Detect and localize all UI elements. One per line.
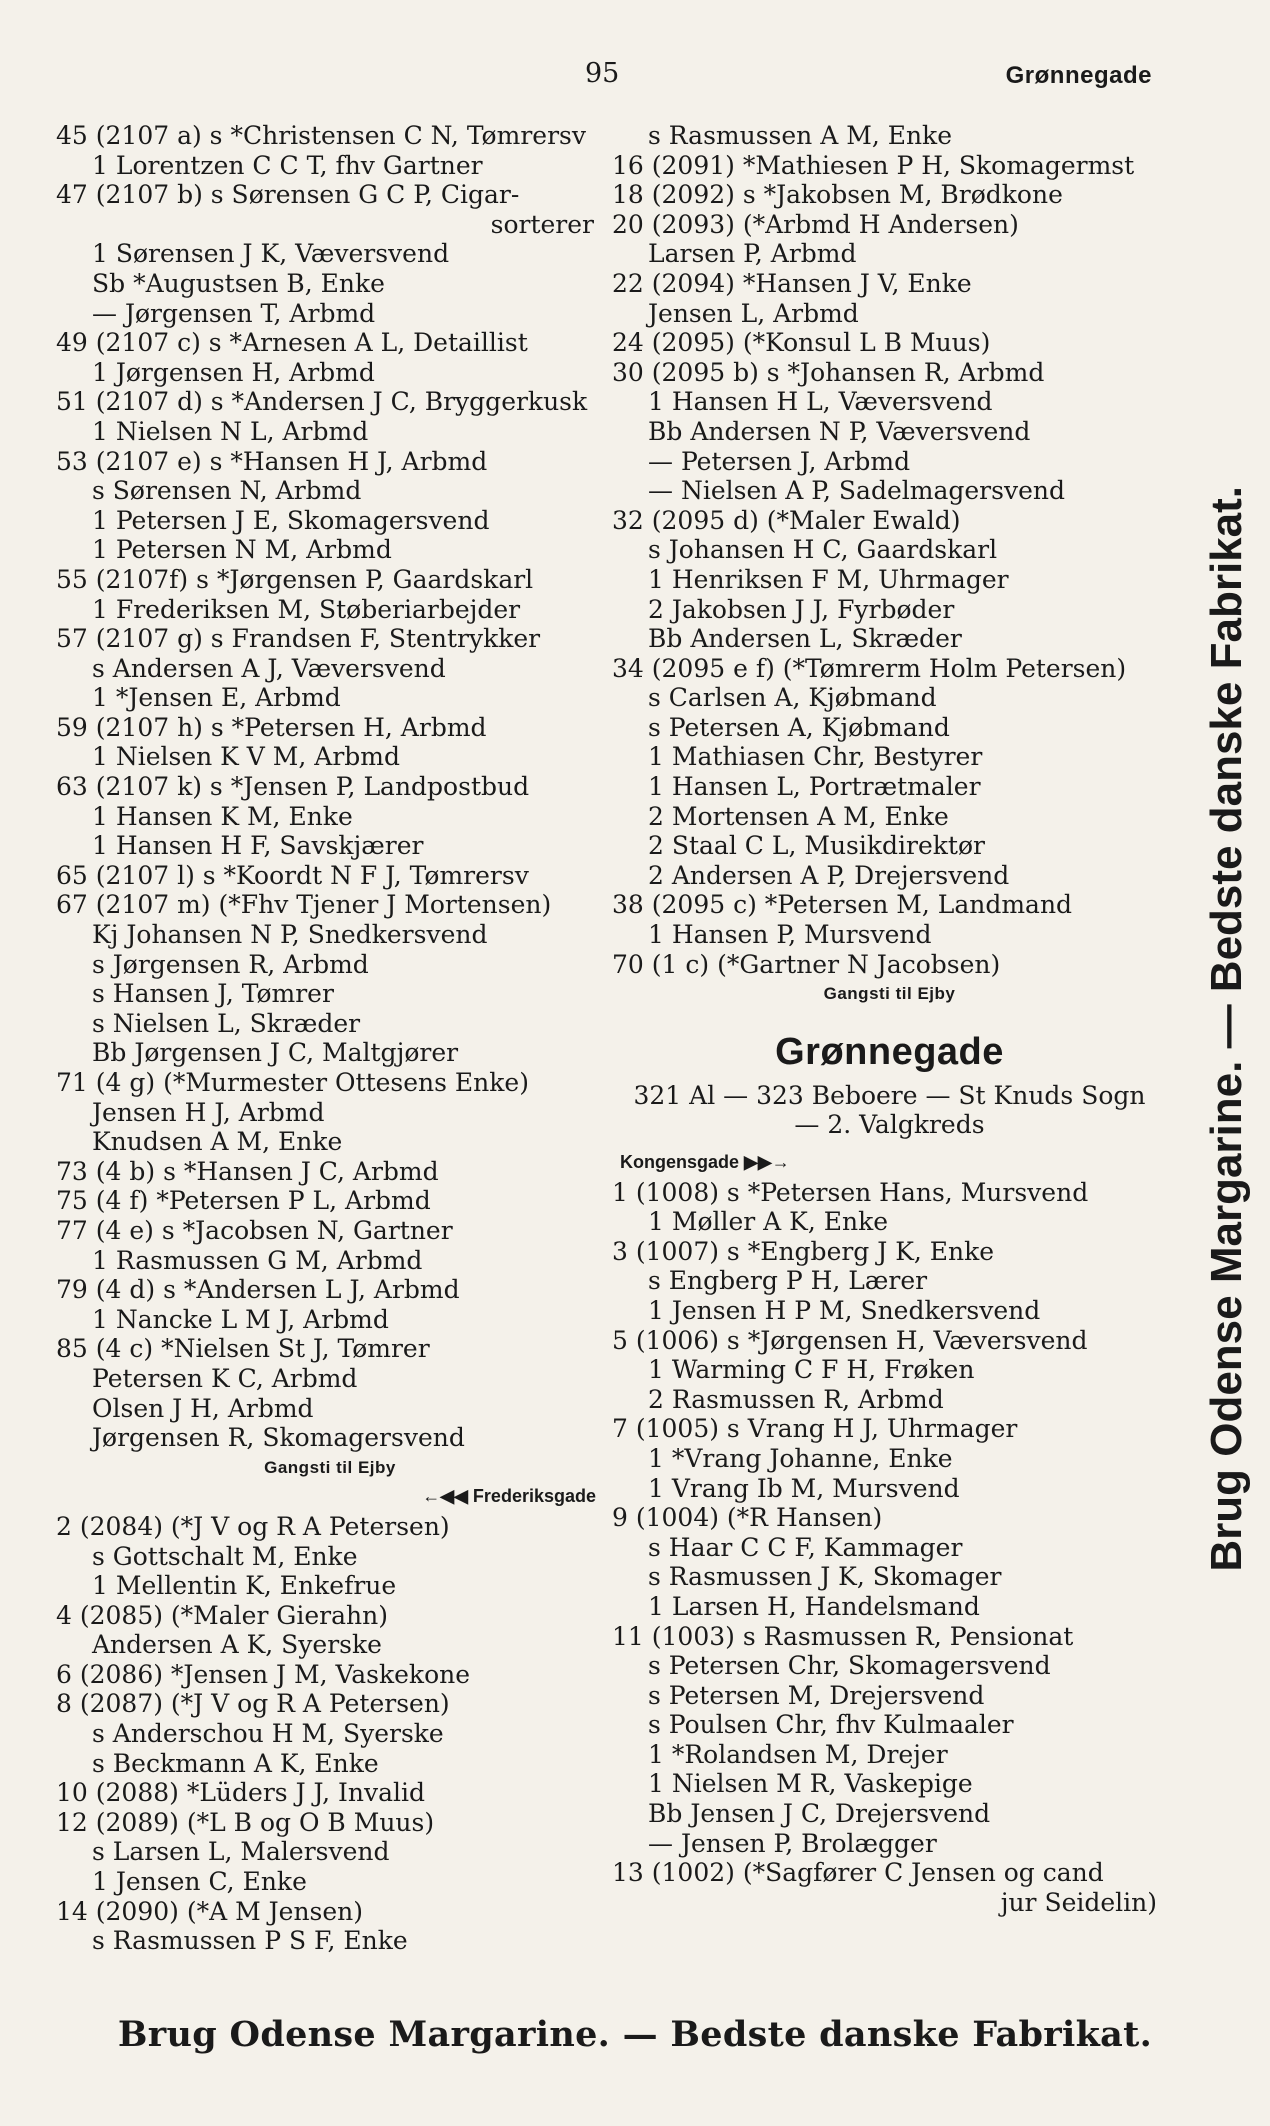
directory-entry: 18 (2092) s *Jakobsen M, Brødkone [612, 180, 1063, 210]
section-info-line: — 2. Valgkreds [794, 1110, 985, 1140]
resident-line: Larsen P, Arbmd [648, 239, 857, 269]
directory-entry: 65 (2107 l) s *Koordt N F J, Tømrersv [56, 860, 529, 890]
resident-line: Bb Jensen J C, Drejersvend [648, 1799, 991, 1829]
directory-entry: 13 (1002) (*Sagfører C Jensen og cand [612, 1858, 1104, 1888]
directory-entry: 57 (2107 g) s Frandsen F, Stentrykker [56, 624, 541, 654]
directory-entry: 4 (2085) (*Maler Gierahn) [56, 1600, 388, 1630]
directory-entry: 75 (4 f) *Petersen P L, Arbmd [56, 1186, 431, 1216]
resident-line: Olsen J H, Arbmd [92, 1393, 314, 1423]
resident-line: 1 *Rolandsen M, Drejer [648, 1739, 948, 1769]
directory-entry: 79 (4 d) s *Andersen L J, Arbmd [56, 1275, 460, 1305]
resident-line: — Jørgensen T, Arbmd [92, 298, 376, 328]
resident-line: 1 Jørgensen H, Arbmd [92, 357, 375, 387]
resident-line: Knudsen A M, Enke [92, 1127, 343, 1157]
cross-street-marker: Kongensgade ▶▶→ [620, 1152, 790, 1172]
right-column-bottom-entries [612, 1148, 1167, 1917]
resident-line: s Carlsen A, Kjøbmand [648, 683, 937, 713]
resident-line: 1 Mellentin K, Enkefrue [92, 1571, 397, 1601]
directory-entry: 1 (1008) s *Petersen Hans, Mursvend [612, 1177, 1089, 1207]
directory-entry: 73 (4 b) s *Hansen J C, Arbmd [56, 1156, 439, 1186]
resident-line: 1 *Jensen E, Arbmd [92, 683, 341, 713]
directory-entry: 9 (1004) (*R Hansen) [612, 1503, 883, 1533]
directory-entry: 11 (1003) s Rasmussen R, Pensionat [612, 1621, 1074, 1651]
resident-line: 1 Nancke L M J, Arbmd [92, 1304, 389, 1334]
resident-line: 1 Hansen L, Portrætmaler [648, 772, 981, 802]
resident-line: s Haar C C F, Kammager [648, 1532, 963, 1562]
page-number: 95 [585, 58, 620, 89]
section-info-line: 321 Al — 323 Beboere — St Knuds Sogn [633, 1080, 1146, 1110]
directory-entry: 55 (2107f) s *Jørgensen P, Gaardskarl [56, 564, 534, 594]
side-advertisement [1198, 384, 1256, 1674]
resident-line: — Petersen J, Arbmd [648, 446, 911, 476]
resident-line: Jørgensen R, Skomagersvend [92, 1423, 465, 1453]
directory-entry: 85 (4 c) *Nielsen St J, Tømrer [56, 1334, 430, 1364]
resident-line: 1 Sørensen J K, Væversvend [92, 239, 450, 269]
resident-line: 1 Hansen P, Mursvend [648, 920, 932, 950]
resident-line: 1 Petersen N M, Arbmd [92, 535, 392, 565]
directory-entry: 47 (2107 b) s Sørensen G C P, Cigar- [56, 180, 520, 210]
directory-entry: 53 (2107 e) s *Hansen H J, Arbmd [56, 446, 488, 476]
directory-entry: 12 (2089) (*L B og O B Muus) [56, 1807, 435, 1837]
directory-entry: 59 (2107 h) s *Petersen H, Arbmd [56, 712, 487, 742]
resident-line: Petersen K C, Arbmd [92, 1363, 358, 1393]
resident-line: — Nielsen A P, Sadelmagersvend [648, 476, 1065, 506]
resident-line: 1 Lorentzen C C T, fhv Gartner [92, 150, 483, 180]
right-column-top-entries [612, 121, 1167, 1009]
page-header [0, 58, 1270, 98]
resident-line: 1 Møller A K, Enke [648, 1207, 889, 1237]
resident-line: s Johansen H C, Gaardskarl [648, 535, 998, 565]
left-column [56, 121, 604, 1956]
resident-line: 2 Staal C L, Musikdirektør [648, 831, 985, 861]
resident-line: 1 *Vrang Johanne, Enke [648, 1443, 953, 1473]
resident-line: — Jensen P, Brolægger [648, 1828, 937, 1858]
directory-entry: 63 (2107 k) s *Jensen P, Landpostbud [56, 772, 530, 802]
resident-line: Jensen L, Arbmd [648, 298, 859, 328]
directory-entry: 51 (2107 d) s *Andersen J C, Bryggerkusk [56, 387, 588, 417]
resident-line: 2 Rasmussen R, Arbmd [648, 1384, 944, 1414]
directory-entry: 77 (4 e) s *Jacobsen N, Gartner [56, 1215, 453, 1245]
resident-line: 1 Hansen K M, Enke [92, 801, 353, 831]
resident-line: s Engberg P H, Lærer [648, 1266, 928, 1296]
resident-line: 1 Frederiksen M, Støberiarbejder [92, 594, 521, 624]
resident-line: Bb Andersen L, Skræder [648, 624, 962, 654]
resident-line: s Petersen Chr, Skomagersvend [648, 1651, 1051, 1681]
directory-entry: 14 (2090) (*A M Jensen) [56, 1896, 364, 1926]
directory-entry: 71 (4 g) (*Murmester Ottesens Enke) [56, 1068, 529, 1097]
directory-entry: 70 (1 c) (*Gartner N Jacobsen) [612, 949, 1001, 979]
resident-line: 1 Hansen H F, Savskjærer [92, 831, 424, 861]
resident-line: Andersen A K, Syerske [92, 1630, 382, 1660]
resident-line: Bb Andersen N P, Væversvend [648, 416, 1031, 446]
resident-line: s Larsen L, Malersvend [92, 1837, 390, 1867]
directory-entry: 5 (1006) s *Jørgensen H, Væversvend [612, 1325, 1088, 1355]
resident-line: 1 Henriksen F M, Uhrmager [648, 564, 1009, 594]
directory-entry: 10 (2088) *Lüders J J, Invalid [56, 1778, 425, 1808]
directory-entry: 6 (2086) *Jensen J M, Vaskekone [56, 1659, 471, 1689]
resident-line: s Rasmussen J K, Skomager [648, 1562, 1002, 1592]
footer-advertisement: Brug Odense Margarine. — Bedste danske Fabrikat. [117, 2014, 1153, 2055]
directory-entry: 8 (2087) (*J V og R A Petersen) [56, 1689, 450, 1719]
resident-line: s Sørensen N, Arbmd [92, 476, 362, 506]
resident-line: 1 Larsen H, Handelsmand [648, 1591, 980, 1621]
resident-line: s Andersen A J, Væversvend [92, 653, 446, 683]
resident-line: 2 Jakobsen J J, Fyrbøder [648, 594, 955, 624]
resident-line: 1 Rasmussen G M, Arbmd [92, 1245, 423, 1275]
directory-entry: 45 (2107 a) s *Christensen C N, Tømrersv [56, 121, 586, 150]
directory-entry: 7 (1005) s Vrang H J, Uhrmager [612, 1414, 1018, 1444]
resident-line: 2 Mortensen A M, Enke [648, 801, 949, 831]
resident-line: 1 Petersen J E, Skomagersvend [92, 505, 490, 535]
resident-line: s Petersen M, Drejersvend [648, 1680, 985, 1710]
resident-line: s Nielsen L, Skræder [92, 1008, 361, 1038]
section-info [612, 1081, 1167, 1140]
directory-entry: 3 (1007) s *Engberg J K, Enke [612, 1236, 995, 1266]
directory-entry: 20 (2093) (*Arbmd H Andersen) [612, 209, 1019, 239]
path-note: Gangsti til Ejby [823, 984, 956, 1004]
directory-entry: 30 (2095 b) s *Johansen R, Arbmd [612, 357, 1045, 387]
resident-line: 1 Mathiasen Chr, Bestyrer [648, 742, 983, 772]
resident-line: 1 Nielsen K V M, Arbmd [92, 742, 401, 772]
directory-entry: 49 (2107 c) s *Arnesen A L, Detaillist [56, 328, 528, 358]
resident-line: Sb *Augustsen B, Enke [92, 268, 385, 298]
resident-line: s Jørgensen R, Arbmd [92, 949, 369, 979]
resident-line: s Gottschalt M, Enke [92, 1541, 358, 1571]
resident-line: 1 Hansen H L, Væversvend [648, 387, 993, 417]
directory-entry: 22 (2094) *Hansen J V, Enke [612, 268, 972, 298]
resident-line: 2 Andersen A P, Drejersvend [648, 860, 1010, 890]
resident-line: 1 Jensen H P M, Snedkersvend [648, 1295, 1041, 1325]
resident-line: 1 Jensen C, Enke [92, 1867, 307, 1897]
section-heading: Grønnegade [775, 1030, 1004, 1073]
directory-entry: 67 (2107 m) (*Fhv Tjener J Mortensen) [56, 890, 552, 920]
path-note: Gangsti til Ejby [264, 1457, 396, 1477]
resident-line: s Petersen A, Kjøbmand [648, 712, 950, 742]
resident-line: 1 Nielsen M R, Vaskepige [648, 1769, 973, 1799]
resident-line: 1 Warming C F H, Frøken [648, 1355, 975, 1385]
directory-entry: 24 (2095) (*Konsul L B Muus) [612, 328, 991, 358]
continuation-line: sorterer [490, 209, 594, 239]
resident-line: s Anderschou H M, Syerske [92, 1719, 444, 1749]
resident-line: 1 Nielsen N L, Arbmd [92, 416, 369, 446]
resident-line: s Rasmussen A M, Enke [648, 121, 953, 150]
side-advertisement-text: Brug Odense Margarine. — Bedste danske Fabrikat. [1202, 486, 1251, 1572]
resident-line: s Hansen J, Tømrer [92, 979, 334, 1009]
resident-line: Jensen H J, Arbmd [92, 1097, 325, 1127]
directory-entry: 16 (2091) *Mathiesen P H, Skomagermst [612, 150, 1135, 180]
resident-line: s Beckmann A K, Enke [92, 1748, 379, 1778]
directory-entry: 2 (2084) (*J V og R A Petersen) [56, 1511, 450, 1541]
directory-entry: 38 (2095 c) *Petersen M, Landmand [612, 890, 1073, 920]
resident-line: Kj Johansen N P, Snedkersvend [92, 920, 488, 950]
right-column [612, 121, 1167, 1917]
resident-line: s Rasmussen P S F, Enke [92, 1926, 408, 1956]
directory-entry: 32 (2095 d) (*Maler Ewald) [612, 505, 961, 535]
directory-entry: 34 (2095 e f) (*Tømrerm Holm Petersen) [612, 653, 1127, 683]
continuation-line: jur Seidelin) [1000, 1887, 1157, 1917]
resident-line: s Poulsen Chr, fhv Kulmaaler [648, 1710, 1014, 1740]
resident-line: Bb Jørgensen J C, Maltgjører [92, 1038, 459, 1068]
resident-line: 1 Vrang Ib M, Mursvend [648, 1473, 960, 1503]
cross-street-marker: ←◀◀ Frederiksgade [422, 1486, 596, 1507]
running-title: Grønnegade [1005, 62, 1152, 89]
